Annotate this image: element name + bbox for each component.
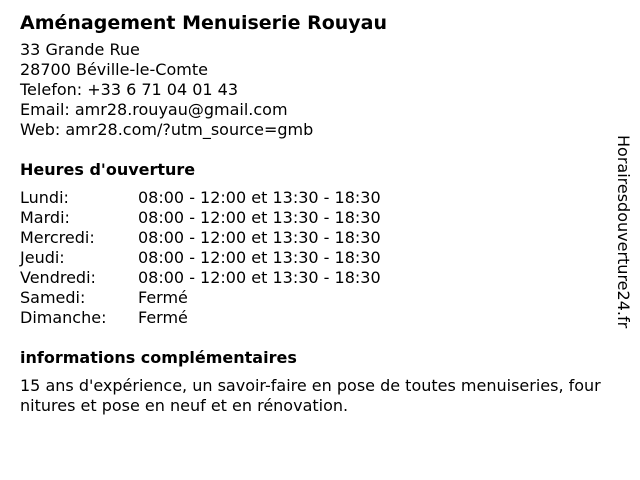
day-label: Mardi: (20, 208, 70, 227)
day-label: Samedi: (20, 288, 86, 307)
day-hours: 08:00 - 12:00 et 13:30 - 18:30 (138, 248, 381, 267)
hours-row-samedi (20, 288, 610, 308)
day-hours: Fermé (138, 288, 188, 307)
day-hours: 08:00 - 12:00 et 13:30 - 18:30 (138, 228, 381, 247)
hours-table (20, 188, 610, 328)
hours-row-jeudi (20, 248, 610, 268)
hours-row-vendredi (20, 268, 610, 288)
day-label: Jeudi: (20, 248, 65, 267)
hours-row-dimanche (20, 308, 610, 328)
hours-heading: Heures d'ouverture (20, 160, 196, 179)
brand-watermark: Horairesdouverture24.fr (614, 135, 633, 329)
email-line: Email: amr28.rouyau@gmail.com (20, 100, 288, 119)
day-hours: Fermé (138, 308, 188, 327)
address-street: 33 Grande Rue (20, 40, 140, 59)
business-card (20, 10, 610, 416)
hours-row-mercredi (20, 228, 610, 248)
day-label: Mercredi: (20, 228, 95, 247)
day-label: Dimanche: (20, 308, 107, 327)
phone-line: Telefon: +33 6 71 04 01 43 (20, 80, 239, 99)
web-line: Web: amr28.com/?utm_source=gmb (20, 120, 314, 139)
hours-row-mardi (20, 208, 610, 228)
info-description: 15 ans d'expérience, un savoir-faire en pose de toutes menuiseries, fournitures et pose en neuf et en rénovation. (20, 376, 601, 415)
day-hours: 08:00 - 12:00 et 13:30 - 18:30 (138, 268, 381, 287)
address-city: 28700 Béville-le-Comte (20, 60, 208, 79)
hours-row-lundi (20, 188, 610, 208)
business-name: Aménagement Menuiserie Rouyau (20, 12, 388, 34)
info-heading: informations complémentaires (20, 348, 297, 367)
day-label: Lundi: (20, 188, 69, 207)
day-hours: 08:00 - 12:00 et 13:30 - 18:30 (138, 188, 381, 207)
day-hours: 08:00 - 12:00 et 13:30 - 18:30 (138, 208, 381, 227)
day-label: Vendredi: (20, 268, 96, 287)
